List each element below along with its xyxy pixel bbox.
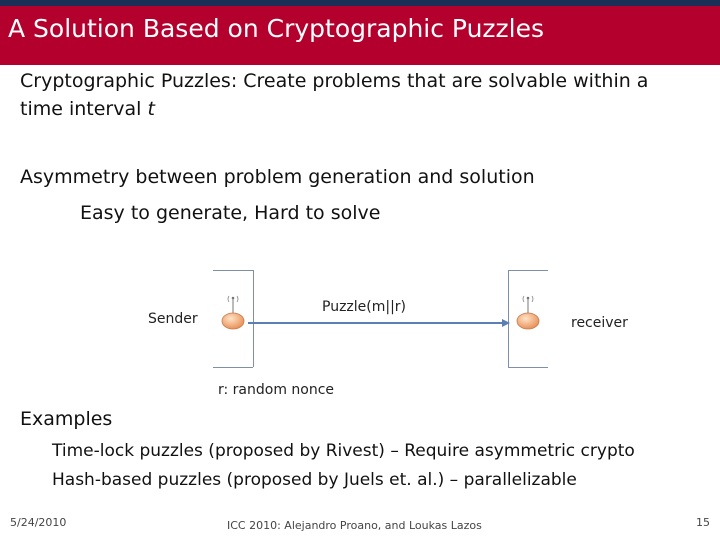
nonce-note: r: random nonce (218, 382, 335, 398)
slide-title: A Solution Based on Cryptographic Puzzles (8, 14, 545, 43)
page-number: 15 (696, 516, 710, 529)
bullet-asymmetry-sub: Easy to generate, Hard to solve (80, 202, 381, 224)
footer-date: 5/24/2010 (10, 516, 67, 529)
sender-label: Sender (148, 311, 198, 327)
bullet-puzzles-line2-text: time interval (20, 98, 148, 120)
bullet-puzzles-line1: Cryptographic Puzzles: Create problems that are solvable within a (20, 70, 649, 92)
sender-bracket-top (213, 270, 253, 271)
message-label: Puzzle(m||r) (322, 299, 407, 315)
sender-bracket-bottom (213, 367, 253, 368)
message-arrow (248, 322, 504, 324)
title-top-stripe (0, 0, 720, 6)
bullet-puzzles-line2 (20, 98, 155, 120)
sender-wireless-node-icon (218, 292, 248, 332)
receiver-bracket-top (508, 270, 548, 271)
receiver-bracket-bottom (508, 367, 548, 368)
receiver-wireless-node-icon (513, 292, 543, 332)
bullet-asymmetry: Asymmetry between problem generation and solution (20, 166, 535, 188)
time-variable: t (147, 98, 155, 120)
footer-citation: ICC 2010: Alejandro Proano, and Loukas Lazos (227, 519, 482, 532)
example-hash-based: Hash-based puzzles (proposed by Juels et. al.) – parallelizable (52, 470, 577, 490)
title-bar (0, 0, 720, 65)
examples-heading: Examples (20, 408, 113, 430)
message-arrow-head (502, 319, 510, 327)
receiver-label: receiver (571, 315, 628, 331)
sender-bracket-side (253, 270, 254, 367)
example-time-lock: Time-lock puzzles (proposed by Rivest) – Require asymmetric crypto (52, 441, 635, 461)
